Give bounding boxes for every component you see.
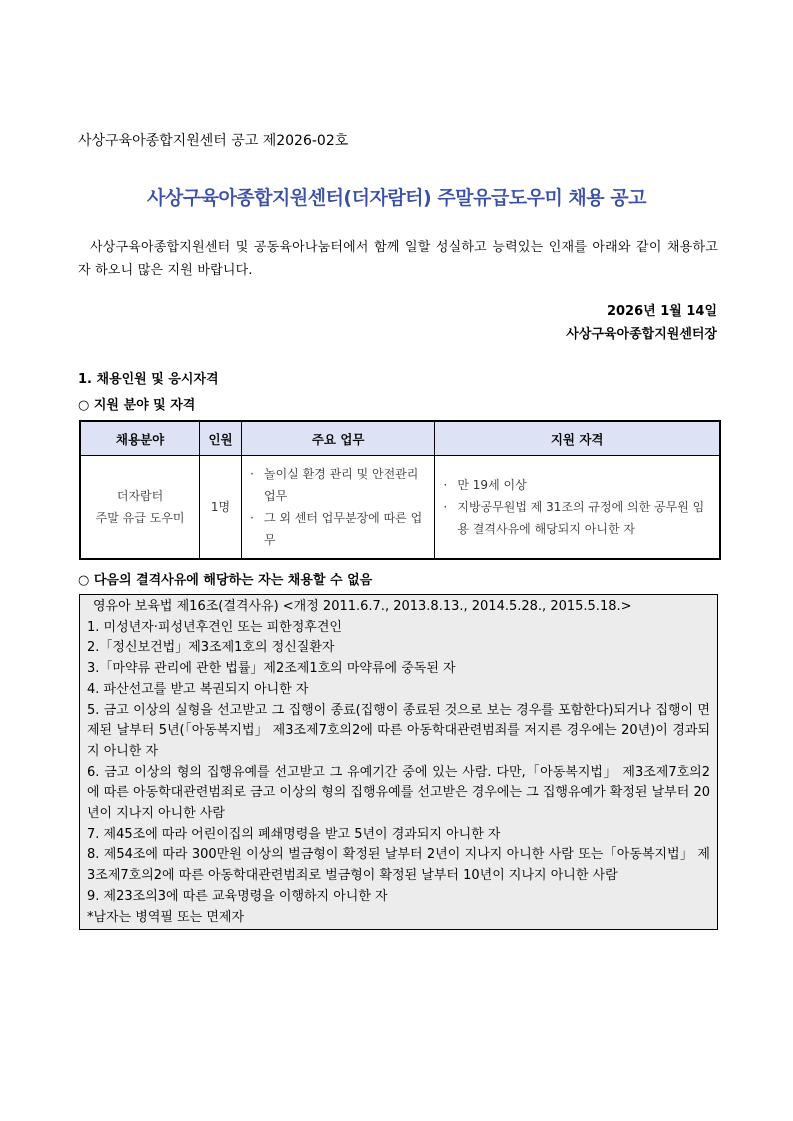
bullet: · [249, 467, 254, 481]
qualification-text: 지방공무원법 제 31조의 규정에 의한 공무원 임용 결격사유에 해당되지 아니한 자 [457, 500, 705, 536]
disqualification-box [79, 594, 718, 930]
list-item: 7. 제45조에 따라 어린이집의 폐쇄명령을 받고 5년이 경과되지 아니한 자 [87, 826, 501, 842]
qualification-text: 만 19세 이상 [457, 478, 527, 492]
law-reference: 영유아 보육법 제16조(결격사유) <개정 2011.6.7., 2013.8.13., 2014.5.28., 2015.5.18.> [93, 599, 632, 614]
intro-paragraph: 사상구육아종합지원센터 및 공동육아나눔터에서 함께 일할 성실하고 능력있는 인재를 아래와 같이 채용하고자 하오니 많은 지원 바랍니다. [78, 240, 718, 278]
column-header-count: 인원 [200, 421, 242, 456]
list-item: 4. 파산선고를 받고 복권되지 아니한 자 [87, 681, 309, 697]
list-item: 6. 금고 이상의 형의 집행유예를 선고받고 그 유예기간 중에 있는 사람. 다만,「아동복지법」 제3조제7호의2에 따른 아동학대관련범죄로 금고 이상의 형의 집행유예를 선고받은 경우에는 그 집행유예가 확정된 날부터 20년이 지나지 아니한 사람 [87, 764, 710, 822]
list-item: 1. 미성년자·피성년후견인 또는 피한정후견인 [87, 619, 342, 635]
cell-qualifications [435, 456, 720, 560]
duty-text: 그 외 센터 업무분장에 따른 업무 [263, 511, 423, 547]
issuer: 사상구육아종합지원센터장 [566, 327, 717, 342]
bullet: · [249, 511, 254, 525]
cell-field [80, 456, 200, 560]
subsection-heading-field: ○ 지원 분야 및 자격 [78, 398, 196, 413]
section-heading-recruitment: 1. 채용인원 및 응시자격 [78, 372, 219, 387]
notice-number: 사상구육아종합지원센터 공고 제2026-02호 [78, 133, 349, 149]
duty-item [250, 463, 426, 507]
list-item: 2.「정신보건법」제3조제1호의 정신질환자 [87, 640, 335, 656]
column-header-qualifications: 지원 자격 [435, 421, 720, 456]
qualification-item [443, 496, 711, 540]
bullet: · [443, 500, 448, 514]
page-title: 사상구육아종합지원센터(더자람터) 주말유급도우미 채용 공고 [147, 187, 646, 209]
subsection-heading-disqualification: ○ 다음의 결격사유에 해당하는 자는 채용할 수 없음 [78, 573, 373, 588]
list-item: 5. 금고 이상의 실형을 선고받고 그 집행이 종료(집행이 종료된 것으로 보는 경우를 포함한다)되거나 집행이 면제된 날부터 5년(「아동복지법」 제3조제7호의2에 따른 아동학대관련범죄를 저지른 경우에는 20년)이 경과되지 아니한 자 [87, 702, 710, 759]
military-note: *남자는 병역필 또는 면제자 [87, 909, 245, 925]
bullet: · [443, 478, 448, 492]
column-header-duties: 주요 업무 [241, 421, 434, 456]
notice-date: 2026년 1월 14일 [606, 304, 717, 319]
qualification-item [443, 474, 711, 496]
table-header-row [80, 421, 720, 456]
table-row [80, 456, 720, 560]
cell-count: 1명 [200, 456, 242, 560]
duty-text: 놀이실 환경 관리 및 안전관리 업무 [263, 467, 419, 503]
duty-item [250, 507, 426, 551]
field-line-1: 더자람터 [116, 489, 164, 503]
field-line-2: 주말 유급 도우미 [95, 511, 185, 525]
list-item: 8. 제54조에 따라 300만원 이상의 벌금형이 확정된 날부터 2년이 지나지 아니한 사람 또는「아동복지법」 제3조제7호의2에 따른 아동학대관련범죄로 벌금형이 확정된 날부터 10년이 지나지 아니한 사람 [87, 847, 710, 884]
recruitment-table [79, 420, 721, 560]
column-header-field: 채용분야 [80, 421, 200, 456]
list-item: 9. 제23조의3에 따른 교육명령을 이행하지 아니한 자 [87, 888, 388, 904]
list-item: 3.「마약류 관리에 관한 법률」제2조제1호의 마약류에 중독된 자 [87, 661, 456, 677]
cell-duties [241, 456, 434, 560]
